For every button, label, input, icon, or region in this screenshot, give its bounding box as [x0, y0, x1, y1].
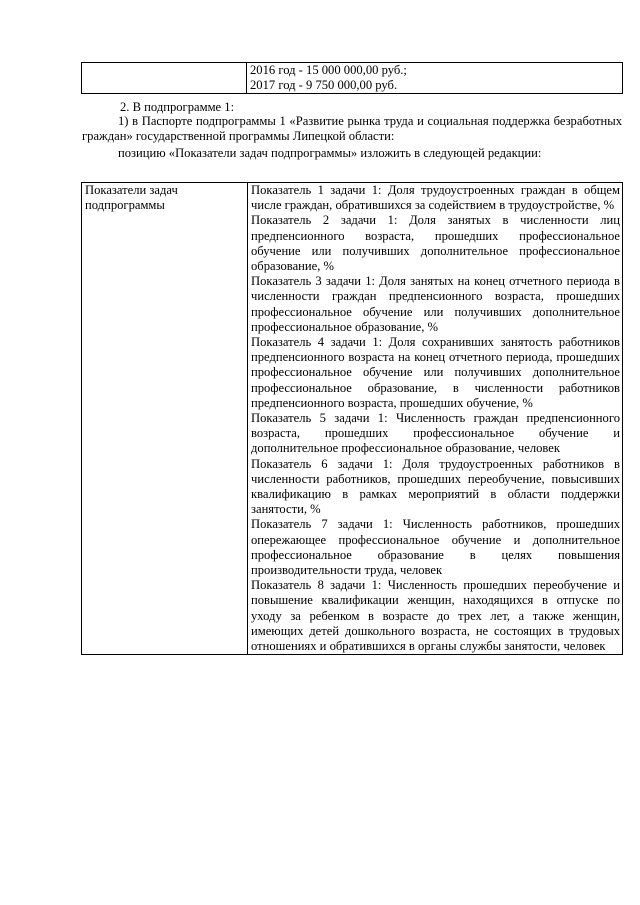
paragraph-item-1: 1) в Паспорте подпрограммы 1 «Развитие рынка труда и социальная поддержка безработных граждан» государственной программы Липецкой области:: [82, 114, 622, 143]
funding-table-values-cell: [247, 63, 623, 94]
indicator-1: Показатель 1 задачи 1: Доля трудоустроенных граждан в общем числе граждан, обратившихся за содействием в трудоустройстве, %: [251, 183, 620, 213]
indicators-label: Показатели задач подпрограммы: [85, 183, 178, 213]
funding-line-2016: 2016 год - 15 000 000,00 руб.;: [250, 63, 407, 77]
indicator-5: Показатель 5 задачи 1: Численность граждан предпенсионного возраста, прошедших профессиональное обучение и дополнительное профессиональное образование, человек: [251, 411, 620, 456]
table-row: [82, 63, 623, 94]
indicator-6: Показатель 6 задачи 1: Доля трудоустроенных работников в численности работников, прошедших переобучение, повысивших квалификацию в рамках мероприятий в области поддержки занятости, %: [251, 456, 620, 517]
indicator-4: Показатель 4 задачи 1: Доля сохранивших занятость работников предпенсионного возраста на конец отчетного периода, прошедших профессиональное обучение или получивших дополнительное профессиональное образование, в численности работников предпенсионного возраста, прошедших обучение, %: [251, 335, 620, 410]
indicator-3: Показатель 3 задачи 1: Доля занятых на конец отчетного периода в численности граждан предпенсионного возраста, прошедших профессиональное обучение или получивших дополнительное профессиональное образование, %: [251, 274, 620, 334]
funding-table: [81, 62, 623, 94]
indicators-label-cell: [82, 183, 248, 655]
table-row: [82, 183, 623, 655]
funding-table-empty-cell: [82, 63, 247, 94]
funding-line-2017: 2017 год - 9 750 000,00 руб.: [250, 78, 398, 93]
indicator-8: Показатель 8 задачи 1: Численность прошедших переобучение и повышение квалификации женщин, находящихся в отпуске по уходу за ребенком в возрасте до трех лет, а также женщин, имеющих детей дошкольного возраста, не состоящих в трудовых отношениях и обратившихся в органы службы занятости, человек: [251, 578, 620, 654]
indicators-list-cell: [248, 183, 623, 655]
paragraph-item-2: 2. В подпрограмме 1:: [120, 100, 235, 114]
indicators-table: [81, 182, 623, 655]
indicator-2: Показатель 2 задачи 1: Доля занятых в численности лиц предпенсионного возраста, прошедших профессиональное обучение или получивших дополнительное профессиональное образование, %: [251, 213, 620, 274]
indicator-7: Показатель 7 задачи 1: Численность работников, прошедших опережающее профессиональное обучение и дополнительное профессиональное образование в целях повышения производительности труда, человек: [251, 517, 620, 578]
paragraph-position: позицию «Показатели задач подпрограммы» изложить в следующей редакции:: [118, 146, 542, 160]
